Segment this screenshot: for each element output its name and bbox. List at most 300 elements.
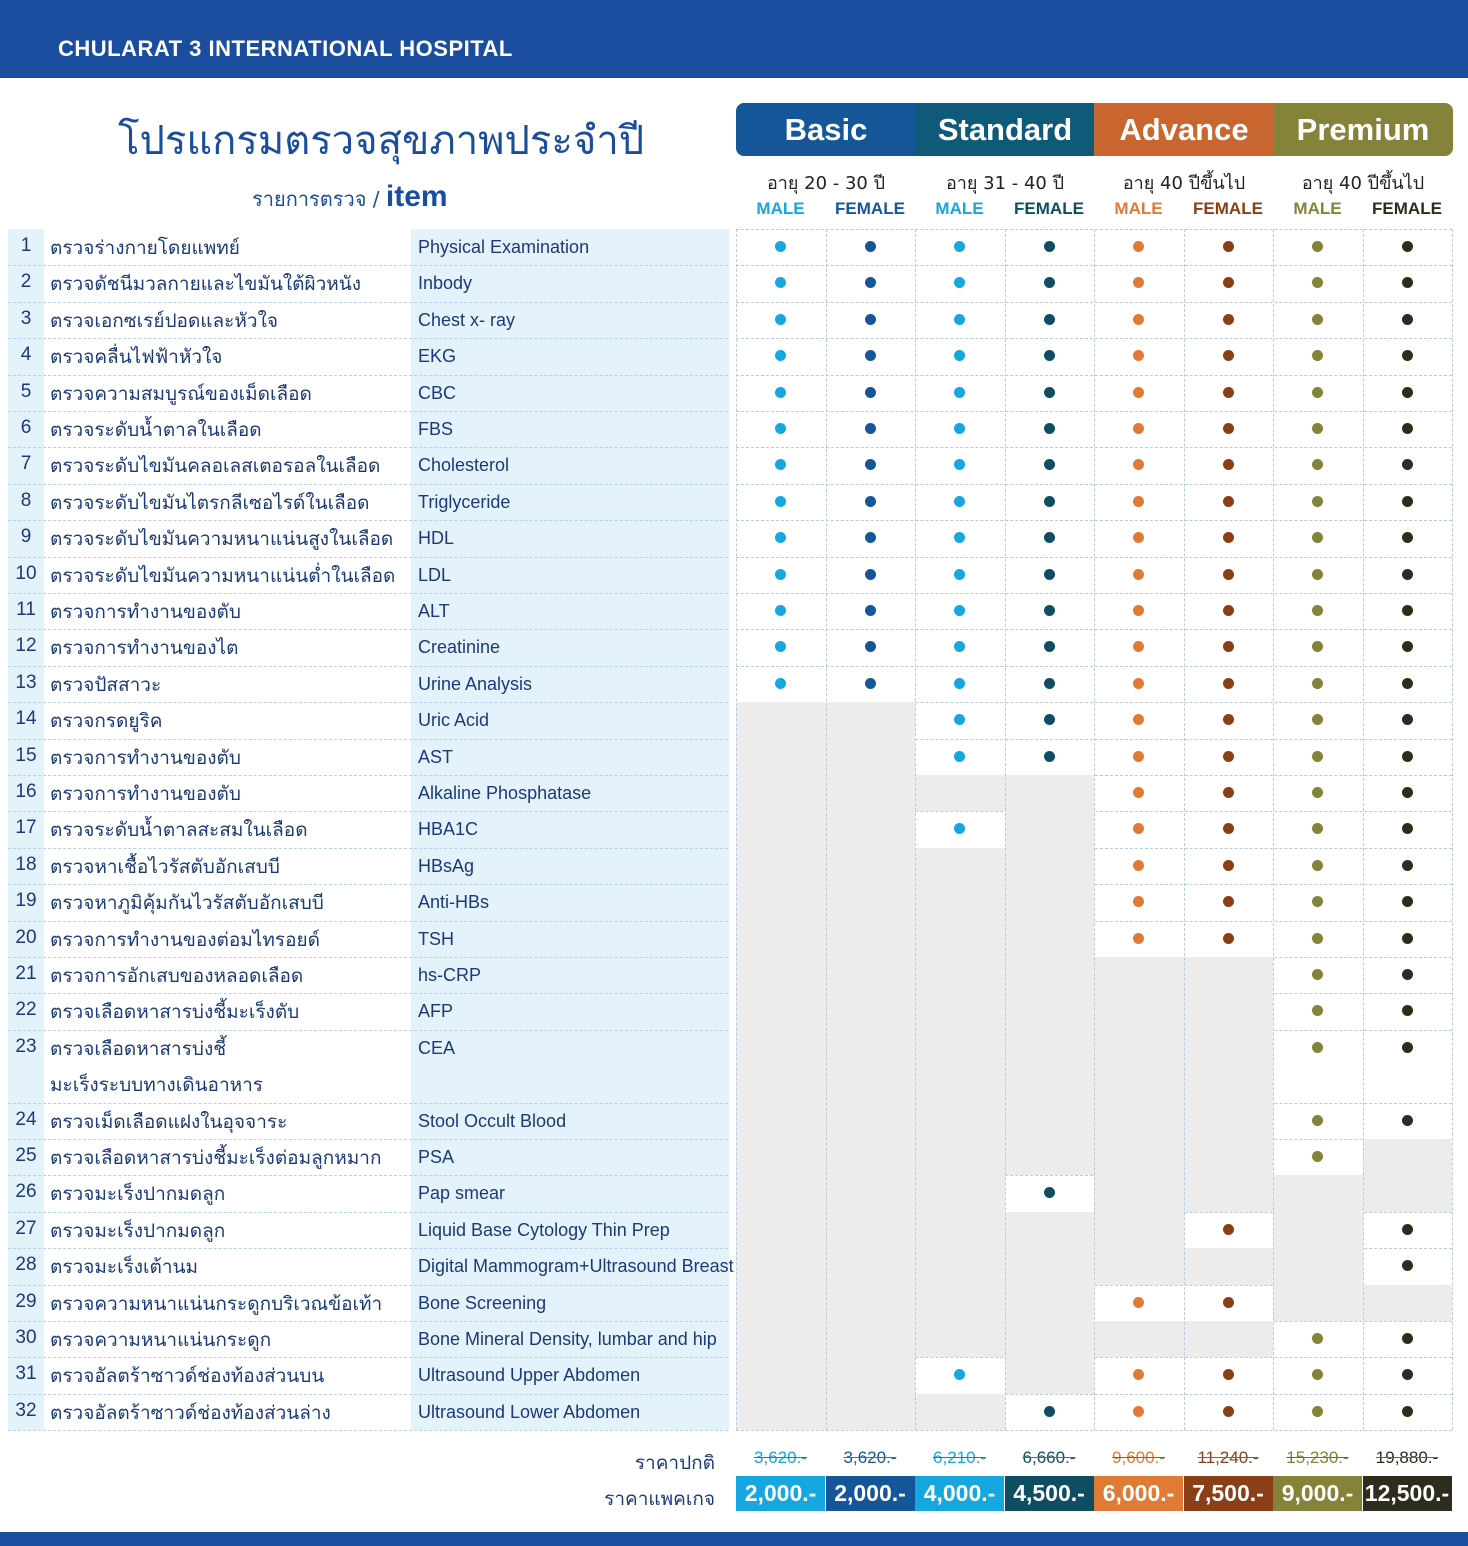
not-included-cell (736, 775, 826, 811)
included-dot-icon (1223, 933, 1234, 944)
normal-price: 15,230.- (1286, 1448, 1349, 1467)
item-name-en: Ultrasound Lower Abdomen (418, 1401, 641, 1422)
package-premium-header: Premium (1273, 103, 1453, 156)
item-name-en: Ultrasound Upper Abdomen (418, 1365, 641, 1386)
included-dot-icon (1223, 387, 1234, 398)
included-dot-icon (865, 496, 876, 507)
included-dot-icon (1312, 496, 1323, 507)
included-dot-icon (1402, 1406, 1413, 1417)
included-dot-icon (1223, 860, 1234, 871)
included-dot-icon (1223, 1224, 1234, 1235)
included-dot-icon (1223, 532, 1234, 543)
normal-price: 6,210.- (933, 1448, 986, 1467)
row-divider (8, 1175, 728, 1176)
item-name-th: ตรวจอัลตร้าซาวด์ช่องท้องส่วนล่าง (50, 1401, 331, 1424)
not-included-cell (1005, 993, 1095, 1029)
item-heading-en: item (385, 180, 448, 213)
item-name-th: ตรวจมะเร็งปากมดลูก (50, 1219, 226, 1242)
included-dot-icon (775, 241, 786, 252)
included-dot-icon (1223, 641, 1234, 652)
item-name-th-line2: มะเร็งระบบทางเดินอาหาร (50, 1074, 264, 1097)
grid-column-line (1094, 229, 1095, 1430)
included-dot-icon (1312, 532, 1323, 543)
item-number: 31 (15, 1363, 37, 1385)
item-number: 19 (15, 890, 37, 912)
item-name-en: CEA (418, 1037, 456, 1058)
item-name-en: HDL (418, 528, 455, 549)
item-name-en: Stool Occult Blood (418, 1110, 567, 1131)
package-price: 12,500.- (1363, 1476, 1452, 1511)
included-dot-icon (1133, 387, 1144, 398)
included-dot-icon (1402, 459, 1413, 470)
included-dot-icon (1402, 496, 1413, 507)
row-divider (8, 302, 728, 303)
included-dot-icon (1312, 933, 1323, 944)
included-dot-icon (1223, 496, 1234, 507)
included-dot-icon (1312, 787, 1323, 798)
not-included-cell (1005, 1248, 1095, 1284)
included-dot-icon (775, 350, 786, 361)
row-divider (8, 1430, 728, 1431)
item-name-en: Cholesterol (418, 455, 510, 476)
included-dot-icon (954, 459, 965, 470)
item-name-en: CBC (418, 382, 457, 403)
row-divider (8, 1357, 728, 1358)
item-name-th: ตรวจการทำงานของตับ (50, 746, 241, 769)
package-price: 6,000.- (1094, 1476, 1183, 1511)
grid-column-line (1452, 229, 1453, 1430)
included-dot-icon (1223, 896, 1234, 907)
included-dot-icon (775, 569, 786, 580)
not-included-cell (736, 1285, 826, 1321)
row-divider (8, 447, 728, 448)
item-name-th: ตรวจการอักเสบของหลอดเลือด (50, 965, 304, 987)
included-dot-icon (775, 387, 786, 398)
not-included-cell (826, 884, 916, 920)
included-dot-icon (1402, 678, 1413, 689)
item-name-th: ตรวจเลือดหาสารบ่งชี้มะเร็งต่อมลูกหมาก (50, 1147, 382, 1169)
item-name-th: ตรวจระดับไขมันคลอเลสเตอรอลในเลือด (50, 455, 381, 478)
included-dot-icon (1223, 605, 1234, 616)
included-dot-icon (1312, 896, 1323, 907)
not-included-cell (1005, 1103, 1095, 1139)
included-dot-icon (1044, 641, 1055, 652)
not-included-cell (1094, 1212, 1184, 1248)
not-included-cell (736, 1212, 826, 1248)
item-name-th: ตรวจมะเร็งเต้านม (50, 1256, 199, 1279)
included-dot-icon (1044, 714, 1055, 725)
included-dot-icon (1223, 787, 1234, 798)
item-heading (252, 180, 448, 215)
included-dot-icon (1312, 860, 1323, 871)
item-heading-th: รายการตรวจ / (252, 187, 386, 211)
included-dot-icon (1044, 605, 1055, 616)
included-dot-icon (1312, 423, 1323, 434)
not-included-cell (1184, 1321, 1274, 1357)
package-standard-age: อายุ 31 - 40 ปี (945, 173, 1065, 194)
included-dot-icon (954, 1369, 965, 1380)
included-dot-icon (1133, 277, 1144, 288)
not-included-cell (1005, 1030, 1095, 1103)
included-dot-icon (1402, 605, 1413, 616)
included-dot-icon (1402, 423, 1413, 434)
item-name-th: ตรวจระดับไขมันไตรกลีเซอไรด์ในเลือด (50, 491, 370, 514)
included-dot-icon (1223, 1369, 1234, 1380)
item-number: 11 (16, 599, 36, 620)
item-name-en: Anti-HBs (418, 892, 490, 913)
not-included-cell (826, 1103, 916, 1139)
not-included-cell (915, 775, 1005, 811)
included-dot-icon (1312, 1333, 1323, 1344)
not-included-cell (736, 1103, 826, 1139)
included-dot-icon (1044, 1187, 1055, 1198)
package-basic-header: Basic (736, 103, 916, 156)
grid-column-line (915, 229, 916, 1430)
included-dot-icon (1312, 714, 1323, 725)
included-dot-icon (1312, 1369, 1323, 1380)
included-dot-icon (1402, 860, 1413, 871)
included-dot-icon (1044, 532, 1055, 543)
included-dot-icon (865, 678, 876, 689)
not-included-cell (1005, 848, 1095, 884)
included-dot-icon (1133, 896, 1144, 907)
item-number: 5 (20, 380, 32, 402)
included-dot-icon (1402, 969, 1413, 980)
included-dot-icon (954, 678, 965, 689)
included-dot-icon (1044, 678, 1055, 689)
included-dot-icon (775, 314, 786, 325)
included-dot-icon (1223, 350, 1234, 361)
not-included-cell (736, 1248, 826, 1284)
included-dot-icon (775, 641, 786, 652)
included-dot-icon (954, 605, 965, 616)
not-included-cell (1005, 1321, 1095, 1357)
item-name-th: ตรวจความหนาแน่นกระดูกบริเวณข้อเท้า (50, 1292, 383, 1315)
item-name-th: ตรวจมะเร็งปากมดลูก (50, 1183, 226, 1206)
item-name-en: Alkaline Phosphatase (418, 783, 592, 803)
not-included-cell (1184, 993, 1274, 1029)
item-number: 23 (15, 1035, 37, 1057)
included-dot-icon (1312, 1151, 1323, 1162)
row-divider (8, 775, 728, 776)
row-divider (8, 739, 728, 740)
item-name-en: Creatinine (418, 637, 501, 658)
item-number: 2 (20, 271, 32, 293)
included-dot-icon (865, 641, 876, 652)
not-included-cell (1094, 1103, 1184, 1139)
gender-header: MALE (935, 199, 984, 218)
row-divider (8, 1285, 728, 1286)
included-dot-icon (1402, 387, 1413, 398)
included-dot-icon (1312, 1115, 1323, 1126)
not-included-cell (915, 957, 1005, 993)
included-dot-icon (954, 387, 965, 398)
included-dot-icon (1312, 751, 1323, 762)
included-dot-icon (1223, 1297, 1234, 1308)
included-dot-icon (1402, 933, 1413, 944)
not-included-cell (915, 993, 1005, 1029)
not-included-cell (915, 1394, 1005, 1430)
not-included-cell (826, 811, 916, 847)
grid-column-line (1184, 229, 1185, 1430)
included-dot-icon (1133, 933, 1144, 944)
included-dot-icon (1312, 314, 1323, 325)
item-name-en: Digital Mammogram+Ultrasound Breast (418, 1256, 734, 1277)
item-name-en: AST (418, 746, 454, 767)
row-divider (8, 848, 728, 849)
not-included-cell (1005, 775, 1095, 811)
not-included-cell (915, 1248, 1005, 1284)
included-dot-icon (1402, 1260, 1413, 1271)
item-name-en: Chest x- ray (418, 309, 516, 330)
included-dot-icon (1312, 969, 1323, 980)
not-included-cell (826, 1321, 916, 1357)
item-name-th: ตรวจเอกซเรย์ปอดและหัวใจ (50, 309, 278, 332)
not-included-cell (826, 739, 916, 775)
row-divider (8, 1030, 728, 1031)
row-divider (8, 921, 728, 922)
gender-header: FEMALE (835, 199, 905, 218)
included-dot-icon (775, 678, 786, 689)
included-dot-icon (1402, 350, 1413, 361)
not-included-cell (1094, 1175, 1184, 1211)
included-dot-icon (1044, 1406, 1055, 1417)
not-included-cell (736, 848, 826, 884)
included-dot-icon (954, 314, 965, 325)
included-dot-icon (865, 605, 876, 616)
included-dot-icon (1223, 678, 1234, 689)
package-price: 2,000.- (736, 1476, 825, 1511)
item-name-th: ตรวจการทำงานของต่อมไทรอยด์ (50, 928, 320, 951)
not-included-cell (915, 1030, 1005, 1103)
hospital-name: CHULARAT 3 INTERNATIONAL HOSPITAL (58, 36, 513, 61)
not-included-cell (915, 848, 1005, 884)
row-divider (8, 338, 728, 339)
not-included-cell (915, 1212, 1005, 1248)
included-dot-icon (775, 605, 786, 616)
package-price: 2,000.- (826, 1476, 915, 1511)
item-name-th: ตรวจปัสสาวะ (50, 673, 162, 696)
included-dot-icon (1402, 569, 1413, 580)
not-included-cell (736, 884, 826, 920)
included-dot-icon (954, 277, 965, 288)
included-dot-icon (775, 423, 786, 434)
item-name-en: Bone Mineral Density, lumbar and hip (418, 1329, 717, 1349)
included-dot-icon (954, 241, 965, 252)
row-divider (8, 1321, 728, 1322)
item-number: 26 (15, 1181, 37, 1203)
included-dot-icon (1312, 641, 1323, 652)
row-divider (8, 666, 728, 667)
row-divider (8, 557, 728, 558)
row-divider (8, 1394, 728, 1395)
included-dot-icon (1133, 641, 1144, 652)
included-dot-icon (1133, 314, 1144, 325)
package-price: 9,000.- (1273, 1476, 1362, 1511)
not-included-cell (1005, 1139, 1095, 1175)
not-included-cell (1094, 1139, 1184, 1175)
included-dot-icon (1133, 1297, 1144, 1308)
item-name-th: ตรวจหาเชื้อไวรัสตับอักเสบบี (50, 855, 280, 878)
included-dot-icon (865, 350, 876, 361)
not-included-cell (826, 1285, 916, 1321)
included-dot-icon (1223, 314, 1234, 325)
included-dot-icon (1223, 823, 1234, 834)
normal-price: 3,620.- (754, 1448, 807, 1467)
included-dot-icon (1133, 678, 1144, 689)
not-included-cell (736, 1357, 826, 1393)
included-dot-icon (1044, 569, 1055, 580)
included-dot-icon (775, 459, 786, 470)
not-included-cell (1005, 1285, 1095, 1321)
item-name-en: EKG (418, 346, 457, 367)
row-divider (8, 1139, 728, 1140)
item-number: 30 (15, 1327, 37, 1348)
page-title: โปรแกรมตรวจสุขภาพประจำปี (118, 118, 645, 164)
not-included-cell (1184, 957, 1274, 993)
item-name-th: ตรวจร่างกายโดยแพทย์ (50, 237, 240, 259)
item-number: 22 (15, 999, 37, 1021)
normal-price: 19,880.- (1375, 1448, 1439, 1467)
not-included-cell (736, 1394, 826, 1430)
included-dot-icon (1402, 1115, 1413, 1126)
item-name-en: Inbody (418, 273, 473, 294)
included-dot-icon (1402, 641, 1413, 652)
included-dot-icon (1133, 423, 1144, 434)
included-dot-icon (865, 459, 876, 470)
item-number: 28 (15, 1254, 37, 1276)
included-dot-icon (1223, 751, 1234, 762)
item-name-en: Urine Analysis (418, 673, 533, 694)
not-included-cell (915, 1103, 1005, 1139)
not-included-cell (826, 957, 916, 993)
included-dot-icon (1402, 896, 1413, 907)
row-divider (8, 593, 728, 594)
included-dot-icon (865, 569, 876, 580)
not-included-cell (1273, 1285, 1363, 1321)
item-name-th: ตรวจอัลตร้าซาวด์ช่องท้องส่วนบน (50, 1365, 325, 1388)
included-dot-icon (865, 241, 876, 252)
item-name-th: ตรวจระดับไขมันความหนาแน่นสูงในเลือด (50, 528, 394, 551)
not-included-cell (1005, 1357, 1095, 1393)
included-dot-icon (1223, 423, 1234, 434)
included-dot-icon (1402, 532, 1413, 543)
included-dot-icon (1133, 714, 1144, 725)
package-premium-age: อายุ 40 ปีขึ้นไป (1301, 173, 1425, 194)
item-name-th: ตรวจระดับไขมันความหนาแน่นต่ำในเลือด (50, 564, 396, 587)
item-name-th: ตรวจการทำงานของตับ (50, 783, 241, 805)
included-dot-icon (1133, 532, 1144, 543)
included-dot-icon (1133, 350, 1144, 361)
included-dot-icon (1044, 241, 1055, 252)
row-divider (8, 1212, 728, 1213)
not-included-cell (1273, 1248, 1363, 1284)
gender-header: FEMALE (1193, 199, 1263, 218)
normal-price: 6,660.- (1022, 1448, 1076, 1467)
not-included-cell (826, 1248, 916, 1284)
not-included-cell (736, 811, 826, 847)
item-name-th: ตรวจดัชนีมวลกายและไขมันใต้ผิวหนัง (50, 273, 362, 296)
included-dot-icon (865, 387, 876, 398)
item-number: 6 (20, 417, 32, 438)
not-included-cell (1005, 957, 1095, 993)
included-dot-icon (954, 532, 965, 543)
row-divider (8, 411, 728, 412)
not-included-cell (1005, 1212, 1095, 1248)
included-dot-icon (1044, 459, 1055, 470)
included-dot-icon (954, 823, 965, 834)
not-included-cell (1094, 957, 1184, 993)
included-dot-icon (1312, 277, 1323, 288)
not-included-cell (1184, 1030, 1274, 1103)
item-name-en: Pap smear (418, 1183, 506, 1204)
not-included-cell (826, 1139, 916, 1175)
item-name-en: Liquid Base Cytology Thin Prep (418, 1219, 670, 1240)
not-included-cell (826, 848, 916, 884)
item-number: 12 (15, 635, 37, 657)
not-included-cell (915, 884, 1005, 920)
included-dot-icon (1402, 787, 1413, 798)
item-number: 7 (20, 453, 32, 475)
included-dot-icon (954, 751, 965, 762)
included-dot-icon (1223, 1406, 1234, 1417)
included-dot-icon (1312, 350, 1323, 361)
included-dot-icon (1133, 751, 1144, 762)
included-dot-icon (1402, 1369, 1413, 1380)
included-dot-icon (1402, 1333, 1413, 1344)
included-dot-icon (1133, 1406, 1144, 1417)
item-number: 15 (15, 744, 37, 766)
included-dot-icon (1133, 605, 1144, 616)
not-included-cell (736, 739, 826, 775)
gender-header: MALE (1293, 199, 1342, 218)
not-included-cell (826, 1212, 916, 1248)
included-dot-icon (1402, 714, 1413, 725)
item-name-en: HBsAg (418, 855, 475, 876)
included-dot-icon (1312, 1406, 1323, 1417)
item-number: 3 (20, 307, 32, 329)
not-included-cell (1273, 1175, 1363, 1211)
not-included-cell (1094, 1030, 1184, 1103)
included-dot-icon (954, 423, 965, 434)
included-dot-icon (1312, 569, 1323, 580)
item-name-th: ตรวจหาภูมิคุ้มกันไวรัสตับอักเสบบี (50, 892, 324, 915)
included-dot-icon (1402, 1042, 1413, 1053)
included-dot-icon (1133, 241, 1144, 252)
row-divider (8, 884, 728, 885)
not-included-cell (826, 1175, 916, 1211)
row-divider (8, 375, 728, 376)
included-dot-icon (1044, 496, 1055, 507)
row-divider (8, 957, 728, 958)
included-dot-icon (1223, 714, 1234, 725)
package-advance-header: Advance (1094, 103, 1274, 156)
not-included-cell (915, 1321, 1005, 1357)
not-included-cell (1094, 1321, 1184, 1357)
item-number: 27 (15, 1217, 37, 1239)
item-number: 16 (15, 781, 37, 802)
not-included-cell (826, 1394, 916, 1430)
not-included-cell (1363, 1175, 1453, 1211)
not-included-cell (1005, 811, 1095, 847)
included-dot-icon (1133, 860, 1144, 871)
grid-divider (736, 1430, 1452, 1431)
not-included-cell (736, 1139, 826, 1175)
included-dot-icon (1402, 751, 1413, 762)
grid-column-line (826, 229, 827, 1430)
package-price: 4,500.- (1005, 1476, 1094, 1511)
item-name-en: Triglyceride (418, 491, 511, 512)
